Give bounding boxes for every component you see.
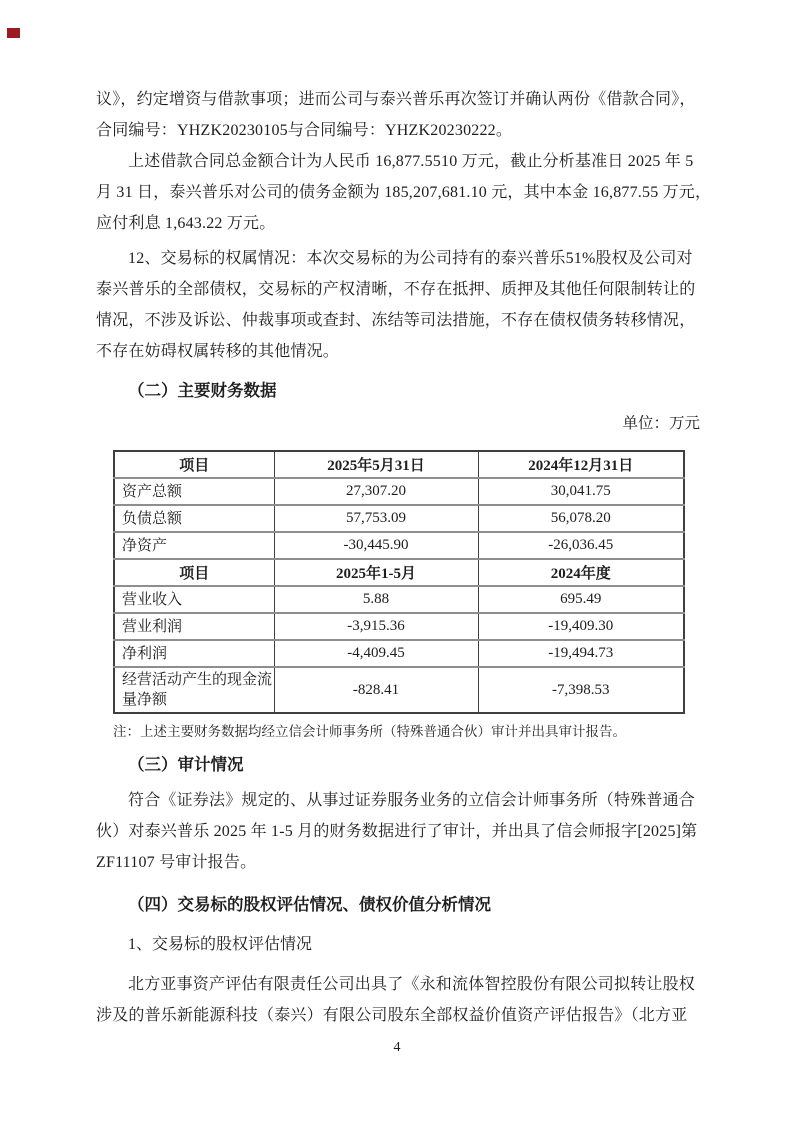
table-cell-value: 57,753.09 — [274, 505, 478, 532]
subsection-heading-equity-valuation: 1、交易标的股权评估情况 — [128, 936, 313, 953]
table-row — [114, 613, 684, 640]
table-cell-label: 资产总额 — [114, 478, 274, 505]
page-number: 4 — [393, 1040, 401, 1055]
table-cell-value: 30,041.75 — [478, 478, 684, 505]
body-line: 泰兴普乐的全部债权，交易标的产权清晰，不存在抵押、质押及其他任何限制转让的 — [96, 281, 696, 298]
page-content — [96, 84, 712, 1031]
paragraph-audit — [96, 785, 700, 878]
table-cell-label: 净利润 — [114, 640, 274, 667]
table-cell-value: -19,409.30 — [478, 613, 684, 640]
table-header-row — [114, 559, 684, 586]
table-header-cell: 2024年度 — [478, 559, 684, 586]
table-row — [114, 478, 684, 505]
body-line: ZF11107 号审计报告。 — [96, 854, 257, 871]
paragraph-valuation-report — [96, 969, 700, 1031]
body-line: 议》，约定增资与借款事项；进而公司与泰兴普乐再次签订并确认两份《借款合同》， — [96, 91, 696, 108]
table-row — [114, 532, 684, 559]
section-heading-audit: （三）审计情况 — [128, 755, 244, 774]
body-line: 情况，不涉及诉讼、仲裁事项或查封、冻结等司法措施，不存在债权债务转移情况， — [96, 312, 696, 329]
body-line: 伙）对泰兴普乐 2025 年 1-5 月的财务数据进行了审计，并出具了信会师报字[2025]第 — [96, 823, 698, 840]
table-row — [114, 505, 684, 532]
table-cell-value: -7,398.53 — [478, 667, 684, 713]
table-row — [114, 586, 684, 613]
table-header-cell: 2024年12月31日 — [478, 451, 684, 478]
paragraph-ownership — [96, 243, 700, 367]
table-row — [114, 667, 684, 713]
body-line: 符合《证券法》规定的、从事过证券服务业务的立信会计师事务所（特殊普通合 — [128, 792, 696, 809]
section-heading-financial-data: （二）主要财务数据 — [128, 381, 277, 400]
body-line: 月 31 日，泰兴普乐对公司的债务金额为 185,207,681.10 元，其中本金 16,877.55 万元， — [96, 184, 712, 201]
body-line: 12、交易标的权属情况：本次交易标的为公司持有的泰兴普乐51%股权及公司对 — [128, 250, 693, 267]
paragraph-loan-amount — [96, 146, 712, 239]
table-cell-label: 营业利润 — [114, 613, 274, 640]
table-header-cell: 项目 — [114, 559, 274, 586]
body-line: 北方亚事资产评估有限责任公司出具了《永和流体智控股份有限公司拟转让股权 — [128, 976, 696, 993]
table-cell-value: 695.49 — [478, 586, 684, 613]
table-row — [114, 640, 684, 667]
corner-mark — [7, 28, 20, 38]
table-cell-value: 27,307.20 — [274, 478, 478, 505]
table-cell-value: 5.88 — [274, 586, 478, 613]
paragraph-contract — [96, 84, 700, 146]
table-cell-value: -19,494.73 — [478, 640, 684, 667]
body-line: 上述借款合同总金额合计为人民币 16,877.5510 万元，截止分析基准日 2025 年 5 — [128, 153, 694, 170]
table-header-cell: 2025年5月31日 — [274, 451, 478, 478]
body-line: 应付利息 1,643.22 万元。 — [96, 215, 276, 232]
body-line: 合同编号：YHZK20230105与合同编号：YHZK20230222。 — [96, 122, 513, 139]
table-cell-value: -3,915.36 — [274, 613, 478, 640]
financial-table — [113, 450, 685, 714]
table-cell-value: -30,445.90 — [274, 532, 478, 559]
table-header-cell: 项目 — [179, 458, 210, 474]
table-header-row — [114, 451, 684, 478]
table-cell-value: -26,036.45 — [478, 532, 684, 559]
table-cell-label: 负债总额 — [114, 505, 274, 532]
table-cell-label: 营业收入 — [114, 586, 274, 613]
table-header-cell: 2025年1-5月 — [274, 559, 478, 586]
table-cell-label: 经营活动产生的现金流量净额 — [114, 667, 274, 713]
unit-label: 单位：万元 — [622, 415, 700, 432]
table-cell-value: 56,078.20 — [478, 505, 684, 532]
table-cell-value: -4,409.45 — [274, 640, 478, 667]
body-line: 不存在妨碍权属转移的其他情况。 — [96, 343, 340, 360]
table-cell-value: -828.41 — [274, 667, 478, 713]
section-heading-valuation: （四）交易标的股权评估情况、债权价值分析情况 — [128, 895, 491, 914]
table-cell-label: 净资产 — [114, 532, 274, 559]
body-line: 涉及的普乐新能源科技（泰兴）有限公司股东全部权益价值资产评估报告》（北方亚 — [96, 1007, 688, 1024]
table-note: 注：上述主要财务数据均经立信会计师事务所（特殊普通合伙）审计并出具审计报告。 — [113, 724, 626, 739]
